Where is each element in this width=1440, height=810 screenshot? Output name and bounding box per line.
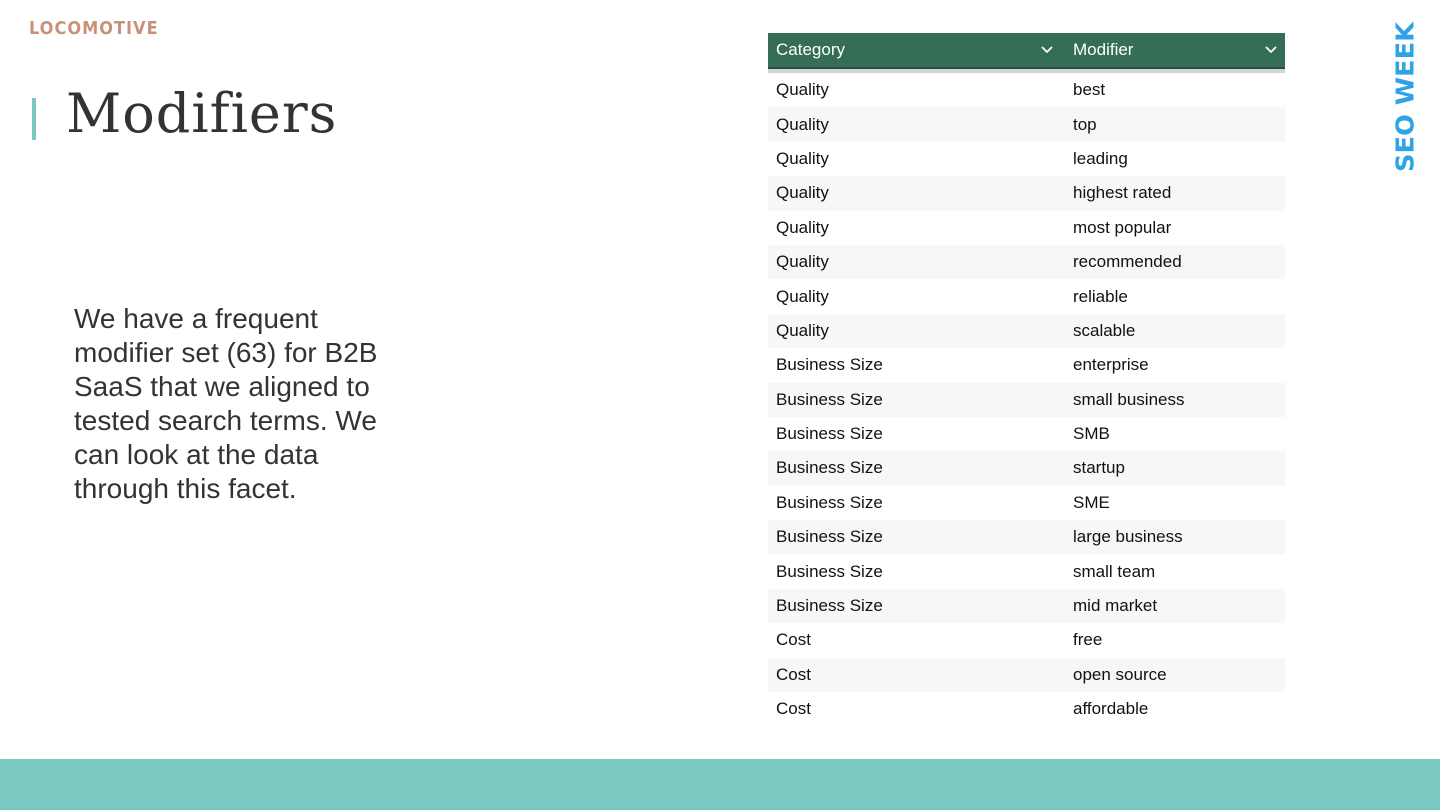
- category-cell: Quality: [776, 114, 829, 134]
- category-cell: Quality: [776, 286, 829, 306]
- modifier-cell: reliable: [1073, 286, 1128, 306]
- modifier-cell: startup: [1073, 458, 1125, 478]
- seo-week-label: SEO WEEK: [1390, 25, 1420, 172]
- table-row: [768, 73, 1285, 107]
- category-cell: Quality: [776, 320, 829, 340]
- modifier-cell: large business: [1073, 527, 1183, 547]
- table-row: [768, 107, 1285, 141]
- table-row: [768, 623, 1285, 657]
- table-body: [768, 73, 1285, 726]
- modifier-cell: SMB: [1073, 424, 1110, 444]
- category-cell: Business Size: [776, 527, 883, 547]
- category-cell: Business Size: [776, 561, 883, 581]
- page-title: Modifiers: [66, 82, 338, 145]
- table-row: [768, 245, 1285, 279]
- modifier-cell: SME: [1073, 492, 1110, 512]
- chevron-down-icon[interactable]: [1040, 32, 1054, 68]
- category-cell: Quality: [776, 252, 829, 272]
- table-row: [768, 211, 1285, 245]
- table-row: [768, 589, 1285, 623]
- category-cell: Business Size: [776, 492, 883, 512]
- locomotive-logo: LOCOMOTIVE: [29, 18, 159, 39]
- table-row: [768, 520, 1285, 554]
- table-row: [768, 142, 1285, 176]
- column-header-category-label: Category: [776, 40, 845, 59]
- category-cell: Cost: [776, 699, 811, 719]
- table-row: [768, 383, 1285, 417]
- category-cell: Quality: [776, 80, 829, 100]
- modifier-cell: small team: [1073, 561, 1156, 581]
- modifier-cell: most popular: [1073, 217, 1172, 237]
- chevron-down-icon[interactable]: [1264, 32, 1278, 68]
- table-row: [768, 279, 1285, 313]
- modifier-cell: best: [1073, 80, 1106, 100]
- body-text: We have a frequent modifier set (63) for B2B SaaS that we aligned to tested search terms. We can look at the data through this facet.: [74, 303, 378, 504]
- modifier-cell: leading: [1073, 148, 1128, 168]
- category-cell: Quality: [776, 217, 829, 237]
- column-header-modifier[interactable]: [1065, 32, 1285, 68]
- modifier-cell: affordable: [1073, 699, 1149, 719]
- category-cell: Quality: [776, 148, 829, 168]
- category-cell: Business Size: [776, 596, 883, 616]
- modifier-cell: top: [1073, 114, 1097, 134]
- table-row: [768, 692, 1285, 726]
- footer-bar: [0, 759, 1440, 810]
- table-row: [768, 554, 1285, 588]
- category-cell: Business Size: [776, 424, 883, 444]
- modifier-cell: enterprise: [1073, 355, 1149, 375]
- modifier-cell: highest rated: [1073, 183, 1172, 203]
- category-cell: Business Size: [776, 355, 883, 375]
- modifier-cell: mid market: [1073, 596, 1158, 616]
- column-header-category[interactable]: [768, 32, 1065, 68]
- category-cell: Cost: [776, 630, 811, 650]
- modifier-cell: open source: [1073, 664, 1167, 684]
- category-cell: Business Size: [776, 389, 883, 409]
- table-row: [768, 451, 1285, 485]
- table-row: [768, 486, 1285, 520]
- column-header-modifier-label: Modifier: [1073, 40, 1134, 59]
- table-row: [768, 348, 1285, 382]
- table-row: [768, 176, 1285, 210]
- category-cell: Quality: [776, 183, 829, 203]
- category-cell: Business Size: [776, 458, 883, 478]
- table-row: [768, 417, 1285, 451]
- table-header: [768, 33, 1285, 69]
- table-row: [768, 658, 1285, 692]
- modifier-cell: scalable: [1073, 320, 1136, 340]
- modifier-cell: recommended: [1073, 252, 1182, 272]
- modifier-cell: free: [1073, 630, 1103, 650]
- seo-week-badge: [1392, 20, 1418, 174]
- category-cell: Cost: [776, 664, 811, 684]
- modifier-table: [768, 33, 1285, 726]
- modifier-cell: small business: [1073, 389, 1185, 409]
- title-accent-bar: [32, 98, 36, 140]
- table-row: [768, 314, 1285, 348]
